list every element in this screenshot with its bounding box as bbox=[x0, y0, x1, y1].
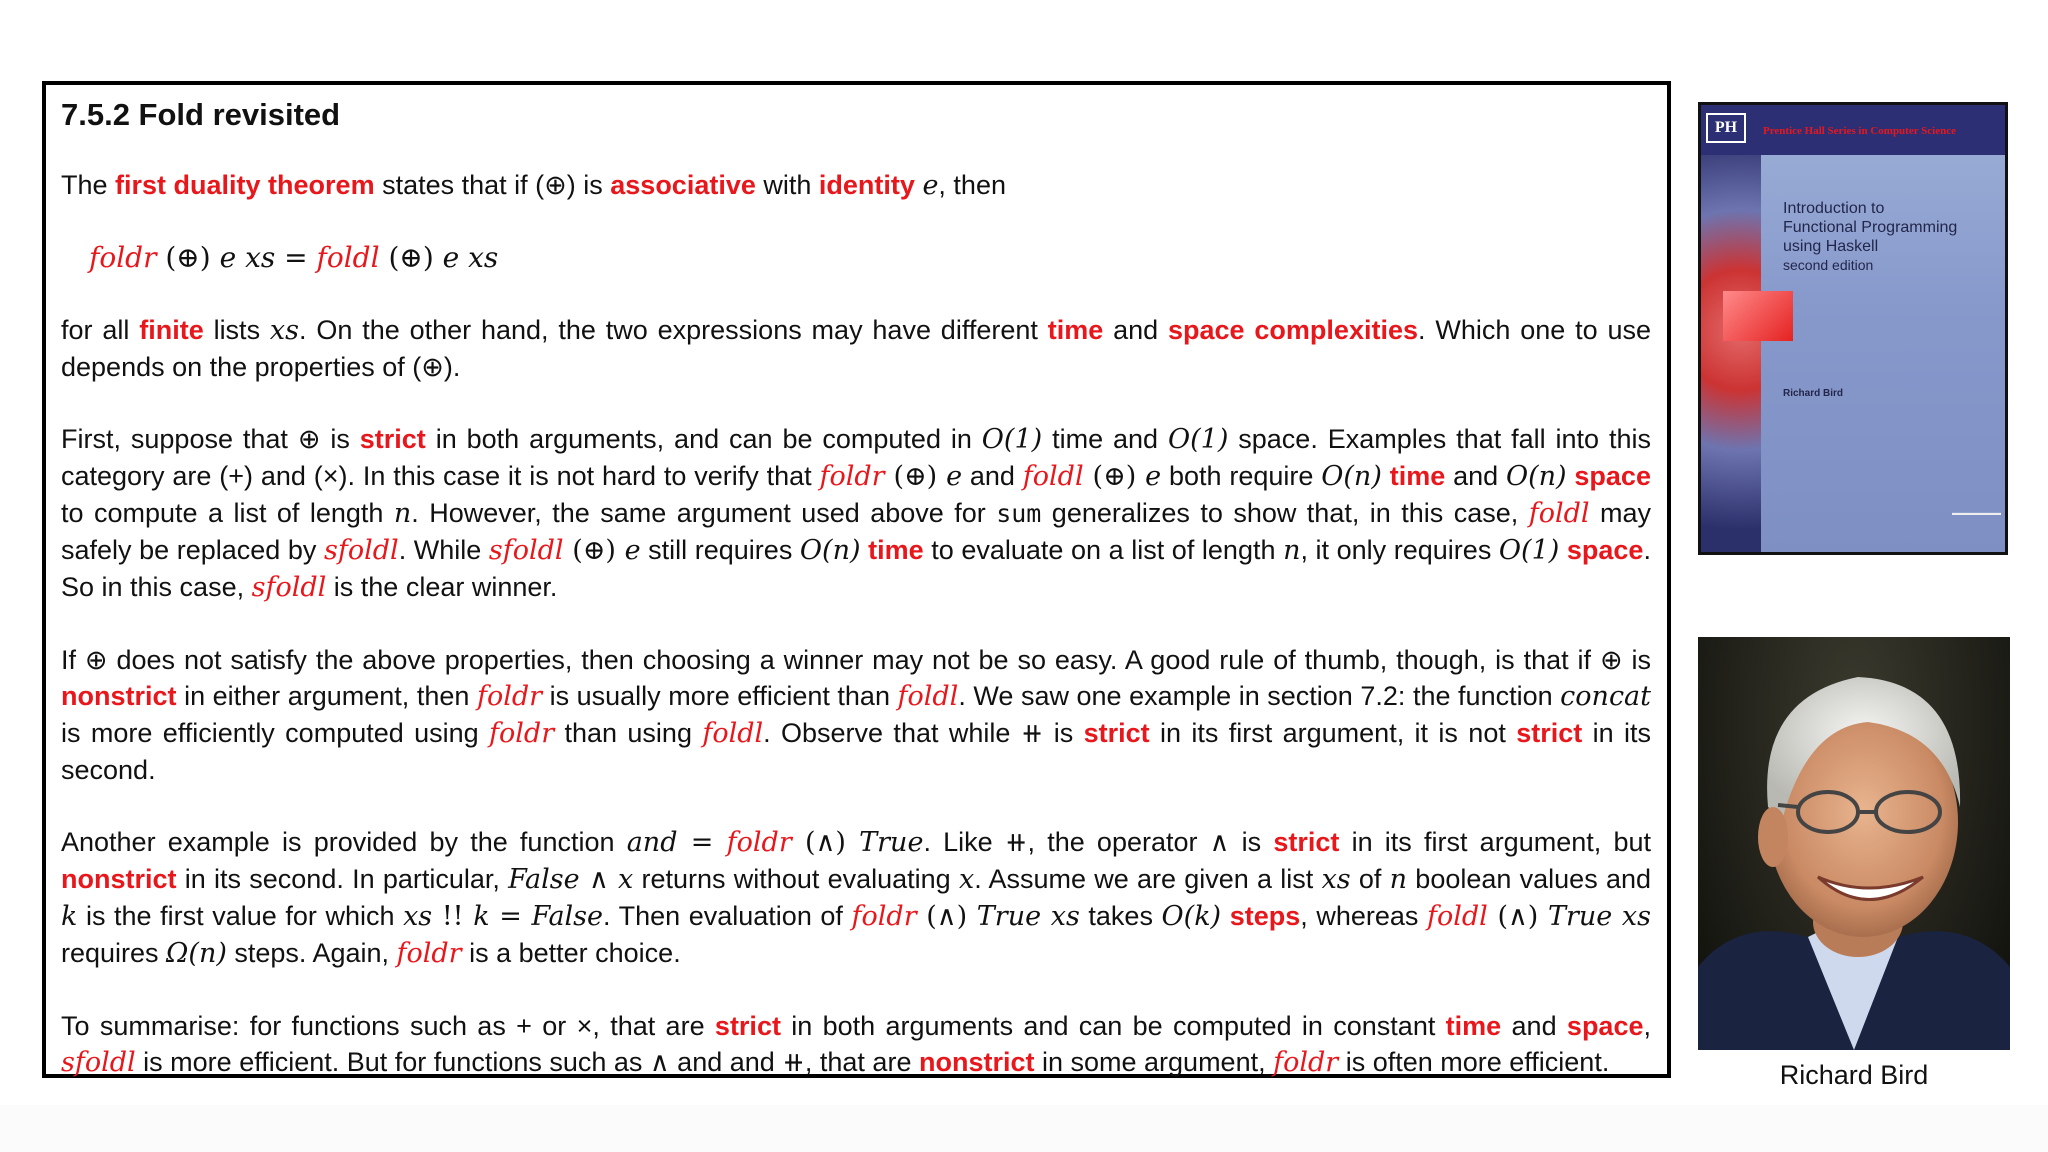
math-x: x bbox=[958, 864, 975, 895]
text: than using bbox=[554, 718, 703, 748]
text: in both arguments, and can be computed in bbox=[425, 424, 982, 454]
text: space. Examples that fall into this category are (+) and (×). In this case it is not hard to verify that bbox=[61, 424, 1651, 491]
math-concat: concat bbox=[1560, 681, 1652, 712]
math-e: e bbox=[1145, 461, 1162, 492]
content-box bbox=[42, 81, 1671, 1078]
text: is more efficient. But for functions such as ∧ and and ⧺, that are bbox=[135, 1047, 919, 1077]
text: , whereas bbox=[1300, 901, 1427, 931]
text: Another example is provided by the function bbox=[61, 827, 627, 857]
math-false: False bbox=[531, 901, 604, 932]
text: to evaluate on a list of length bbox=[923, 535, 1284, 565]
text: steps. Again, bbox=[226, 938, 397, 968]
math-true-xs: True xs bbox=[1547, 901, 1652, 932]
section-title: 7.5.2 Fold revisited bbox=[61, 97, 341, 132]
math-sfoldl: sfoldl bbox=[61, 1047, 136, 1078]
text: is the clear winner. bbox=[326, 572, 558, 602]
math-equals: = bbox=[489, 901, 532, 932]
text: If ⊕ does not satisfy the above properties, then choosing a winner may not be so easy. A good rule of thumb, though, is that if ⊕ is bbox=[61, 645, 1651, 675]
math-on: O(n) bbox=[799, 535, 861, 566]
math-op: ∧ bbox=[579, 864, 619, 895]
book-cover-square bbox=[1723, 291, 1793, 341]
text: The bbox=[61, 170, 116, 200]
duality-formula bbox=[89, 240, 1651, 276]
book-editors-fine-print: ▬▬▬▬▬▬▬ bbox=[1952, 510, 2001, 517]
math-foldr: foldr bbox=[476, 681, 543, 712]
text: , it only requires bbox=[1300, 535, 1499, 565]
highlight-strict: strict bbox=[1083, 718, 1150, 748]
highlight-strict: strict bbox=[359, 424, 426, 454]
text: with bbox=[755, 170, 819, 200]
text: . Observe that while ⧺ is bbox=[763, 718, 1084, 748]
book-cover-image bbox=[1698, 102, 2008, 555]
math-n: n bbox=[1283, 535, 1301, 566]
ear-shape bbox=[1758, 807, 1788, 867]
text: . While bbox=[398, 535, 489, 565]
paragraph-strict-case bbox=[61, 421, 1651, 606]
math-equals: = bbox=[275, 241, 317, 274]
text: . On the other hand, the two expressions may have different bbox=[299, 315, 1048, 345]
text: . So in this case, bbox=[61, 535, 1651, 602]
highlight-space: space bbox=[1566, 535, 1644, 565]
text bbox=[1221, 901, 1230, 931]
math-equals: = bbox=[677, 827, 727, 858]
math-foldl: foldl bbox=[316, 241, 380, 274]
text: . However, the same argument used above for bbox=[411, 498, 997, 528]
math-foldr: foldr bbox=[819, 461, 885, 492]
text: boolean values and bbox=[1407, 864, 1651, 894]
math-e: e bbox=[922, 170, 939, 201]
paragraph-complexities bbox=[61, 312, 1651, 385]
text: is more efficiently computed using bbox=[61, 718, 490, 748]
math-sfoldl: sfoldl bbox=[488, 535, 564, 566]
math-o1: O(1) bbox=[1167, 424, 1229, 455]
math-op: !! bbox=[432, 901, 474, 932]
text: and bbox=[962, 461, 1023, 491]
paragraph-duality-theorem bbox=[61, 167, 1651, 204]
math-op: (∧) bbox=[791, 827, 860, 858]
book-title-line: Functional Programming bbox=[1783, 219, 1958, 236]
math-op: (∧) bbox=[1487, 901, 1548, 932]
text: requires bbox=[61, 938, 167, 968]
portrait-illustration bbox=[1698, 637, 2010, 1050]
highlight-strict: strict bbox=[714, 1011, 781, 1041]
text: is a better choice. bbox=[461, 938, 681, 968]
highlight-time: time bbox=[1047, 315, 1104, 345]
text: is usually more efficient than bbox=[542, 681, 898, 711]
portrait-caption: Richard Bird bbox=[1779, 1060, 1929, 1090]
math-sfoldl: sfoldl bbox=[251, 572, 327, 603]
publisher-logo: PH bbox=[1706, 113, 1746, 143]
math-k: k bbox=[61, 901, 78, 932]
math-xs: xs bbox=[1321, 864, 1351, 895]
math-on: O(n) bbox=[1505, 461, 1567, 492]
math-foldr: foldr bbox=[1273, 1047, 1339, 1078]
text: to compute a list of length bbox=[61, 498, 394, 528]
highlight-space-complexities: space complexities bbox=[1168, 315, 1418, 345]
text bbox=[1382, 461, 1390, 491]
text: time and bbox=[1042, 424, 1168, 454]
text: , then bbox=[938, 170, 1006, 200]
richard-bird-photo bbox=[1698, 637, 2010, 1050]
math-foldr: foldr bbox=[851, 901, 917, 932]
text: in its second. bbox=[61, 718, 1651, 785]
code-sum: sum bbox=[996, 499, 1042, 528]
highlight-strict: strict bbox=[1273, 827, 1340, 857]
text: still requires bbox=[640, 535, 800, 565]
math-foldr: foldr bbox=[726, 827, 792, 858]
math-args: e xs bbox=[442, 241, 499, 274]
highlight-identity: identity bbox=[818, 170, 915, 200]
text bbox=[861, 535, 869, 565]
math-foldl: foldl bbox=[1022, 461, 1084, 492]
text: may safely be replaced by bbox=[61, 498, 1651, 565]
highlight-nonstrict: nonstrict bbox=[61, 864, 177, 894]
highlight-time: time bbox=[1445, 1011, 1502, 1041]
text: To summarise: for functions such as + or ×, that are bbox=[61, 1011, 715, 1041]
highlight-time: time bbox=[1389, 461, 1446, 491]
math-args: e xs bbox=[219, 241, 276, 274]
math-o1: O(1) bbox=[981, 424, 1043, 455]
text: in both arguments and can be computed in constant bbox=[780, 1011, 1446, 1041]
text: . Which one to use depends on the properties of (⊕). bbox=[61, 315, 1651, 382]
text: . We saw one example in section 7.2: the function bbox=[958, 681, 1561, 711]
math-foldr: foldr bbox=[89, 241, 157, 274]
math-n: n bbox=[393, 498, 412, 529]
book-title-line: using Haskell bbox=[1783, 238, 1879, 255]
highlight-time: time bbox=[868, 535, 924, 565]
text: for all bbox=[61, 315, 140, 345]
highlight-nonstrict: nonstrict bbox=[918, 1047, 1035, 1077]
highlight-nonstrict: nonstrict bbox=[61, 681, 177, 711]
math-op: (⊕) bbox=[1083, 461, 1146, 492]
math-op: (⊕) bbox=[379, 241, 443, 274]
highlight-strict: strict bbox=[1516, 718, 1583, 748]
text: . Like ⧺, the operator ∧ is bbox=[923, 827, 1274, 857]
math-ok: O(k) bbox=[1161, 901, 1222, 932]
paragraph-and-example bbox=[61, 824, 1651, 972]
math-op: (⊕) bbox=[884, 461, 947, 492]
math-op: (⊕) bbox=[563, 535, 625, 566]
math-xs: xs bbox=[269, 315, 300, 346]
book-title bbox=[1783, 199, 2005, 275]
text: First, suppose that ⊕ is bbox=[61, 424, 360, 454]
book-series: Prentice Hall Series in Computer Science bbox=[1763, 125, 1956, 137]
math-xs: xs bbox=[403, 901, 433, 932]
math-e: e bbox=[946, 461, 963, 492]
math-x: x bbox=[618, 864, 634, 895]
math-e: e bbox=[624, 535, 641, 566]
text: of bbox=[1350, 864, 1390, 894]
text: both require bbox=[1161, 461, 1322, 491]
text: lists bbox=[203, 315, 270, 345]
math-true: True bbox=[859, 827, 924, 858]
math-o1: O(1) bbox=[1498, 535, 1560, 566]
book-edition: second edition bbox=[1783, 257, 1874, 273]
math-foldl: foldl bbox=[897, 681, 959, 712]
math-on: O(n) bbox=[1321, 461, 1382, 492]
math-true-xs: True xs bbox=[976, 901, 1080, 932]
math-k: k bbox=[473, 901, 490, 932]
book-author: Richard Bird bbox=[1783, 388, 1844, 399]
text: in some argument, bbox=[1034, 1047, 1274, 1077]
math-sfoldl: sfoldl bbox=[324, 535, 399, 566]
math-foldr: foldr bbox=[489, 718, 555, 749]
text: . Then evaluation of bbox=[603, 901, 852, 931]
math-foldl: foldl bbox=[702, 718, 764, 749]
text: is the first value for which bbox=[77, 901, 404, 931]
paragraph-nonstrict-case bbox=[61, 642, 1651, 788]
highlight-space: space bbox=[1574, 461, 1651, 491]
text: in its first argument, it is not bbox=[1149, 718, 1517, 748]
text: and bbox=[1501, 1011, 1567, 1041]
math-op: (⊕) bbox=[156, 241, 220, 274]
text: in its second. In particular, bbox=[176, 864, 509, 894]
paragraph-summary bbox=[61, 1008, 1651, 1081]
math-omega-n: Ω(n) bbox=[166, 938, 227, 969]
math-and: and bbox=[626, 827, 678, 858]
highlight-finite: finite bbox=[139, 315, 204, 345]
text bbox=[1559, 535, 1567, 565]
text: . Assume we are given a list bbox=[974, 864, 1322, 894]
text: in either argument, then bbox=[176, 681, 477, 711]
text: and bbox=[1445, 461, 1506, 491]
math-false: False bbox=[508, 864, 580, 895]
highlight-space: space bbox=[1566, 1011, 1644, 1041]
math-op: (∧) bbox=[916, 901, 977, 932]
highlight-associative: associative bbox=[610, 170, 756, 200]
text: states that if (⊕) is bbox=[374, 170, 611, 200]
math-n: n bbox=[1389, 864, 1408, 895]
math-foldl: foldl bbox=[1528, 498, 1590, 529]
text: generalizes to show that, in this case, bbox=[1041, 498, 1529, 528]
text: takes bbox=[1079, 901, 1162, 931]
text: in its first argument, but bbox=[1339, 827, 1651, 857]
text: , bbox=[1643, 1011, 1651, 1041]
slide-footer-band bbox=[0, 1105, 2048, 1152]
book-title-line: Introduction to bbox=[1783, 200, 1885, 217]
text: is often more efficient. bbox=[1338, 1047, 1610, 1077]
text: and bbox=[1103, 315, 1169, 345]
math-foldl: foldl bbox=[1426, 901, 1488, 932]
math-foldr: foldr bbox=[396, 938, 462, 969]
highlight-steps: steps bbox=[1229, 901, 1301, 931]
text: returns without evaluating bbox=[633, 864, 959, 894]
highlight-first-duality-theorem: first duality theorem bbox=[115, 170, 375, 200]
